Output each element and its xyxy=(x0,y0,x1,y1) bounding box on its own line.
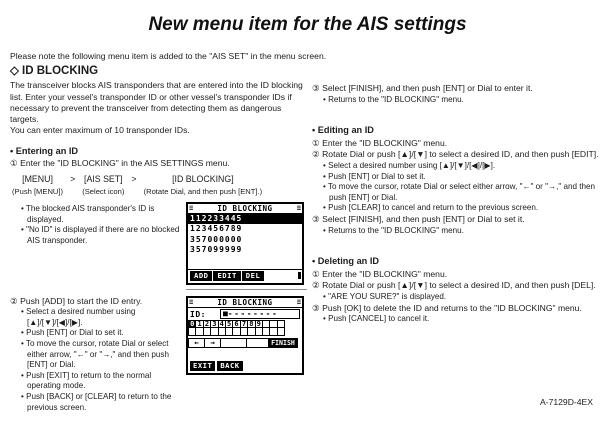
menu-lines-icon: ≡ xyxy=(189,203,194,212)
bullet-item: • Select a desired number using [▲]/[▼]/[◀]/[▶]. xyxy=(21,307,136,327)
softkey-edit: EDIT xyxy=(212,271,240,281)
softkey-bar xyxy=(190,271,264,281)
spacer xyxy=(312,105,612,116)
menu-lines-icon: ≡ xyxy=(189,297,194,306)
blank-key xyxy=(246,338,269,348)
menu-path-ais-set xyxy=(82,174,124,197)
id-label: ID: xyxy=(190,309,206,319)
entering-step-2: ② Push [ADD] to start the ID entry. xyxy=(10,295,143,306)
blocked-id-row-selected: 112233445 xyxy=(188,214,302,225)
left-column xyxy=(10,66,308,413)
deleting-step-2: ② Rotate Dial or push [▲]/[▼] to select a desired ID, and then push [DEL]. xyxy=(312,280,596,291)
lcd-title: ID BLOCKING xyxy=(217,297,273,307)
deleting-step-3: ③ Push [OK] to delete the ID and returns to the "ID BLOCKING" menu. xyxy=(312,302,582,313)
blocked-id-row: 357000000 xyxy=(190,234,243,244)
entering-step1-row xyxy=(10,202,308,285)
lcd-title: ID BLOCKING xyxy=(217,203,273,213)
keypad-key-9: 9 xyxy=(255,320,263,329)
lcd-titlebar xyxy=(188,204,302,214)
entering-step-1: ① Enter the "ID BLOCKING" in the AIS SETTINGS menu. xyxy=(10,158,230,169)
deleting-step-1: ① Enter the "ID BLOCKING" menu. xyxy=(312,268,448,279)
intro-note: Please note the following menu item is added to the "AIS SET" in the menu screen. xyxy=(10,51,327,61)
cursor-block: ■ xyxy=(222,309,228,319)
heading-deleting-an-id: • Deleting an ID xyxy=(312,256,380,267)
softkey-bar xyxy=(190,361,243,371)
menu-path-ais-set-caption: (Select icon) xyxy=(82,186,125,196)
softkey-del: DEL xyxy=(241,271,264,281)
bullet-item: • Returns to the "ID BLOCKING" menu. xyxy=(323,94,464,104)
bullet-item: • The blocked AIS transponder's ID is displayed. xyxy=(21,203,155,224)
digit-keypad xyxy=(189,321,301,336)
keypad-blank-row xyxy=(189,328,301,336)
heading-editing-an-id: • Editing an ID xyxy=(312,125,374,136)
keypad-key-blank xyxy=(277,327,285,336)
screens-divider-line xyxy=(186,289,307,290)
blocked-id-row: 357099999 xyxy=(190,245,243,255)
menu-path-id-blocking-caption: (Rotate Dial, and then push [ENT].) xyxy=(143,186,263,196)
bullet-item: • "ARE YOU SURE?" is displayed. xyxy=(323,291,447,301)
bullet-item: • Push [CANCEL] to cancel it. xyxy=(323,314,430,324)
blank-key xyxy=(220,338,247,348)
lcd-screen-id-list xyxy=(186,202,304,285)
menu-path-id-blocking xyxy=(144,174,263,197)
bullet-item: • To move the cursor, rotate Dial or select either arrow, "←" or "→," and then push [ENT] or Dial. xyxy=(323,182,595,202)
bullet-item: • Push [CLEAR] to cancel and return to the previous screen. xyxy=(323,203,539,213)
right-arrow-key: → xyxy=(204,338,221,348)
menu-lines-icon: ≡ xyxy=(296,297,301,306)
menu-path xyxy=(12,174,308,197)
menu-path-menu-label: [MENU] xyxy=(22,174,53,185)
document-code: A-7129D-4EX xyxy=(540,397,594,407)
section-max-note: You can enter maximum of 10 transponder IDs. xyxy=(10,125,190,136)
entering-step2-row xyxy=(10,296,308,413)
menu-lines-icon: ≡ xyxy=(296,203,301,212)
keypad-key-4: 4 xyxy=(218,320,226,329)
entering-step2-block xyxy=(10,296,186,413)
keypad-key-3: 3 xyxy=(210,320,218,329)
keypad-key-2: 2 xyxy=(203,320,211,329)
entering-step1-bullets xyxy=(10,202,186,285)
entering-step-3: ③ Select [FINISH], and then push [ENT] or Dial to enter it. xyxy=(312,83,533,93)
bullet-item: • Select a desired number using [▲]/[▼]/[◀]/[▶]. xyxy=(323,160,496,170)
softkey-divider-line xyxy=(188,269,302,270)
section-paragraph: The transceiver blocks AIS transponders that are entered into the ID blocking list. Enter your vessel's transponder ID or other vessel's transponder IDs if necessary to prevent the transceiver from detecting them as dangerous targets. xyxy=(10,80,303,125)
keypad-key-5: 5 xyxy=(225,320,233,329)
id-placeholder-dashes: -------- xyxy=(227,309,279,319)
right-column xyxy=(312,83,612,325)
page-title: New menu item for the AIS settings xyxy=(148,14,467,35)
finish-key: FINISH xyxy=(268,338,298,348)
bullet-item: • To move the cursor, rotate Dial or select either arrow, "←" or "→," and then push [ENT] or Dial. xyxy=(21,339,169,370)
editing-step-2: ② Rotate Dial or push [▲]/[▼] to select a desired ID, and then push [EDIT]. xyxy=(312,149,599,160)
spacer xyxy=(312,236,612,247)
menu-path-menu xyxy=(12,174,63,197)
section-heading-id-blocking: ◇ ID BLOCKING xyxy=(10,65,99,77)
editing-step-1: ① Enter the "ID BLOCKING" menu. xyxy=(312,137,448,148)
keypad-key-0: 0 xyxy=(188,320,196,329)
bullet-item: • Push [ENT] or Dial to set it. xyxy=(21,328,124,338)
blocked-id-row: 123456789 xyxy=(190,224,243,234)
bullet-item: • Push [ENT] or Dial to set it. xyxy=(323,171,426,181)
bullet-item: • Push [EXIT] to return to the normal operating mode. xyxy=(21,370,152,391)
softkey-back: BACK xyxy=(217,361,242,371)
keypad-key-8: 8 xyxy=(247,320,255,329)
bullet-item: • "No ID" is displayed if there are no blocked AIS transponder. xyxy=(21,225,180,245)
bullet-item: • Returns to the "ID BLOCKING" menu. xyxy=(323,225,464,235)
heading-entering-an-id: • Entering an ID xyxy=(10,145,79,156)
softkey-exit: EXIT xyxy=(190,361,215,371)
lcd-titlebar xyxy=(188,298,302,308)
menu-path-id-blocking-label: [ID BLOCKING] xyxy=(172,174,234,185)
keypad-function-row xyxy=(189,338,301,348)
keypad-key-7: 7 xyxy=(240,320,248,329)
keypad-key-1: 1 xyxy=(195,320,203,329)
menu-path-ais-set-label: [AIS SET] xyxy=(84,174,123,185)
keypad-key-6: 6 xyxy=(232,320,240,329)
menu-path-menu-caption: (Push [MENU]) xyxy=(12,186,64,196)
softkey-add: ADD xyxy=(194,270,209,280)
left-arrow-key: ← xyxy=(188,338,205,348)
bullet-item: • Push [BACK] or [CLEAR] to return to the previous screen. xyxy=(21,392,172,412)
id-entry-field xyxy=(220,309,300,319)
editing-step-3: ③ Select [FINISH], and then push [ENT] or Dial to set it. xyxy=(312,213,525,224)
menu-path-separator: > xyxy=(131,174,137,185)
lcd-screen-id-entry xyxy=(186,296,304,375)
menu-path-separator: > xyxy=(70,174,76,185)
scroll-indicator xyxy=(298,272,301,279)
